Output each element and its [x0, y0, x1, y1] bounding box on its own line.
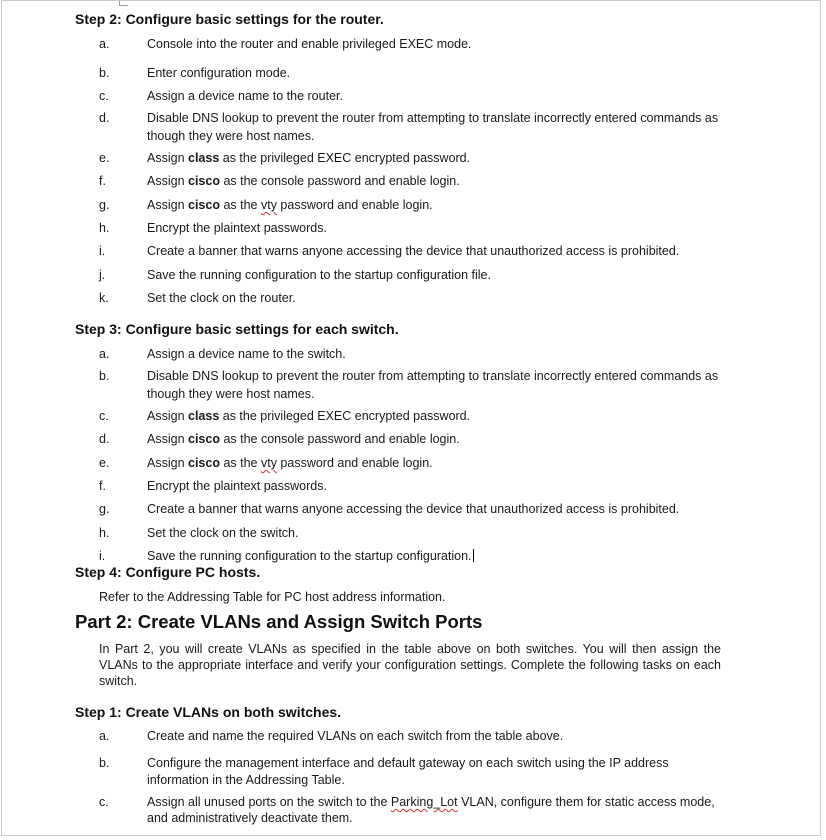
bold-term: cisco	[188, 456, 220, 470]
list-item-text: Save the running configuration to the startup configuration file.	[147, 268, 491, 282]
list-item	[99, 454, 729, 472]
list-item-label: g.	[99, 502, 110, 516]
list-item-label: j.	[99, 268, 106, 282]
list-item-label: a.	[99, 729, 110, 743]
text-cursor	[473, 549, 474, 562]
list-item-text: Assign class as the privileged EXEC encrypted password.	[147, 151, 471, 165]
step4-heading: Step 4: Configure PC hosts.	[75, 564, 261, 580]
list-item-text: Save the running configuration to the startup configuration.	[147, 549, 472, 563]
list-item-text: Enter configuration mode.	[147, 66, 291, 80]
list-item-text: Set the clock on the router.	[147, 291, 296, 305]
list-item	[99, 219, 729, 237]
misspelled-word[interactable]: vty	[260, 198, 277, 212]
step3-heading: Step 3: Configure basic settings for each switch.	[75, 321, 399, 337]
list-item-text: Encrypt the plaintext passwords.	[147, 221, 327, 235]
list-item-text: Create a banner that warns anyone accessing the device that unauthorized access is prohibited.	[147, 502, 680, 516]
list-item	[99, 87, 729, 105]
list-item	[99, 109, 729, 145]
list-item-text: Create and name the required VLANs on each switch from the table above.	[147, 729, 564, 743]
misspelled-word[interactable]: vty	[260, 456, 277, 470]
list-item-text: Assign a device name to the switch.	[147, 347, 346, 361]
list-item	[99, 242, 729, 260]
bold-term: class	[188, 409, 220, 423]
list-item-label: i.	[99, 549, 106, 563]
list-item-text-line2: though they were host names.	[147, 387, 315, 401]
list-item-label: a.	[99, 347, 110, 361]
step1-heading: Step 1: Create VLANs on both switches.	[75, 704, 342, 720]
list-item	[99, 172, 729, 190]
bold-term: cisco	[188, 174, 220, 188]
document-page	[1, 0, 821, 836]
list-item-text: Encrypt the plaintext passwords.	[147, 479, 327, 493]
list-item	[99, 289, 729, 307]
list-item	[99, 754, 729, 790]
bold-term: class	[188, 151, 220, 165]
list-item-label: c.	[99, 409, 109, 423]
list-item-label: d.	[99, 111, 110, 125]
step2-heading: Step 2: Configure basic settings for the router.	[75, 11, 384, 27]
bold-term: cisco	[188, 432, 220, 446]
step4-text: Refer to the Addressing Table for PC host address information.	[99, 590, 446, 604]
bold-term: cisco	[188, 198, 220, 212]
list-item-label: a.	[99, 37, 110, 51]
list-item-text-line2: and administratively deactivate them.	[147, 811, 353, 825]
list-item-text-line1: Configure the management interface and default gateway on each switch using the IP address	[147, 756, 669, 770]
list-item-text: Assign a device name to the router.	[147, 89, 343, 103]
list-item-label: i.	[99, 244, 106, 258]
list-item	[99, 345, 729, 363]
list-item-label: e.	[99, 456, 110, 470]
misspelled-word[interactable]: Parking_Lot	[390, 795, 458, 809]
list-item-text-line2: information in the Addressing Table.	[147, 773, 345, 787]
list-item-text: Create a banner that warns anyone accessing the device that unauthorized access is prohibited.	[147, 244, 680, 258]
list-item	[99, 500, 729, 518]
list-item-label: b.	[99, 369, 110, 383]
list-item-label: h.	[99, 526, 110, 540]
list-item	[99, 367, 729, 403]
list-item-label: f.	[99, 174, 106, 188]
list-item	[99, 477, 729, 495]
page-corner-mark	[119, 0, 128, 6]
list-item	[99, 266, 729, 284]
list-item	[99, 196, 729, 214]
list-item	[99, 524, 729, 542]
list-item-label: k.	[99, 291, 109, 305]
list-item-text-line1: Disable DNS lookup to prevent the router from attempting to translate incorrectly entered commands as	[147, 369, 719, 383]
list-item-text-line2: though they were host names.	[147, 129, 315, 143]
list-item-text: Set the clock on the switch.	[147, 526, 299, 540]
part2-heading: Part 2: Create VLANs and Assign Switch Ports	[75, 611, 483, 632]
list-item-label: e.	[99, 151, 110, 165]
list-item	[99, 407, 729, 425]
list-item-text: Assign cisco as the vty password and enable login.	[147, 198, 433, 212]
list-item	[99, 430, 729, 448]
list-item-text: Assign cisco as the vty password and enable login.	[147, 456, 433, 470]
list-item-label: h.	[99, 221, 110, 235]
list-item	[99, 35, 729, 53]
list-item-label: f.	[99, 479, 106, 493]
list-item-label: b.	[99, 66, 110, 80]
part2-intro: In Part 2, you will create VLANs as specified in the table above on both switches. You will then assign the VLANs to the appropriate interface and verify your configuration settings. Complete the following tasks on each switch.	[99, 642, 721, 688]
list-item-text-line1: Assign all unused ports on the switch to the Parking_Lot VLAN, configure them for static access mode,	[147, 795, 715, 809]
list-item-text: Assign cisco as the console password and enable login.	[147, 432, 460, 446]
list-item-label: b.	[99, 756, 110, 770]
list-item	[99, 149, 729, 167]
list-item-label: g.	[99, 198, 110, 212]
list-item-label: c.	[99, 89, 109, 103]
list-item	[99, 547, 729, 565]
list-item-text: Assign cisco as the console password and enable login.	[147, 174, 460, 188]
list-item-text: Console into the router and enable privileged EXEC mode.	[147, 37, 472, 51]
list-item	[99, 727, 729, 745]
list-item-label: d.	[99, 432, 110, 446]
list-item	[99, 793, 729, 829]
list-item-label: c.	[99, 795, 109, 809]
list-item-text: Assign class as the privileged EXEC encrypted password.	[147, 409, 471, 423]
list-item	[99, 64, 729, 82]
list-item-text-line1: Disable DNS lookup to prevent the router from attempting to translate incorrectly entered commands as	[147, 111, 719, 125]
